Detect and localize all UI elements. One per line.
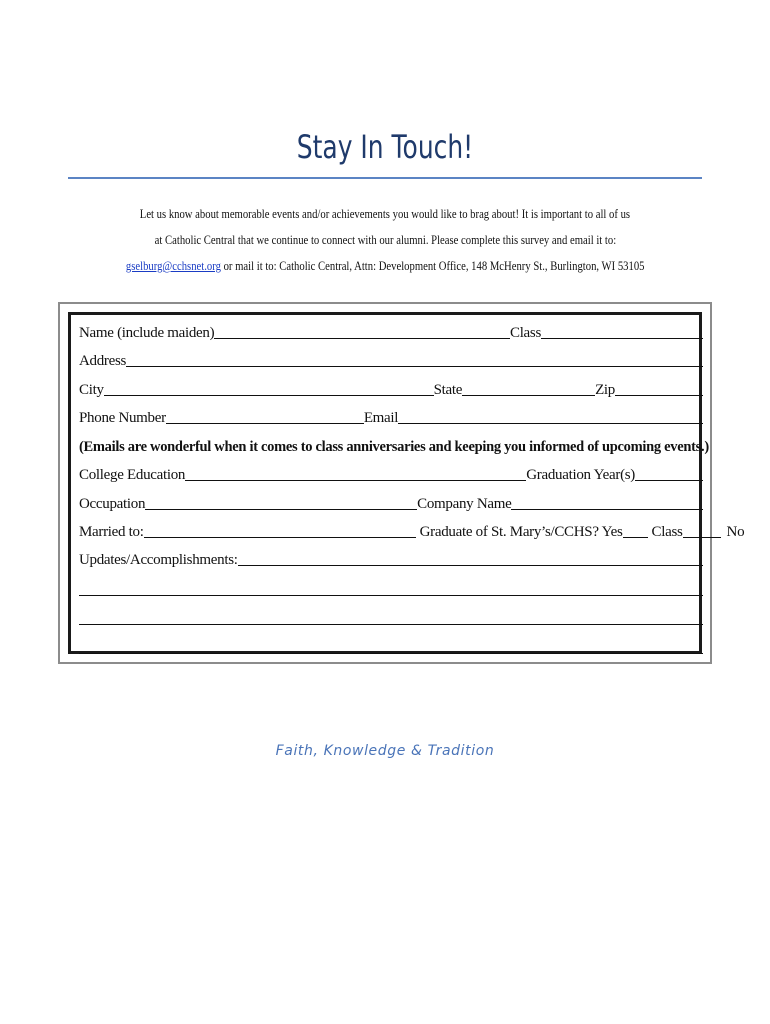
married-row xyxy=(79,519,745,541)
updates-blank-line-2[interactable] xyxy=(79,623,703,625)
updates-row xyxy=(79,547,703,569)
email-link[interactable]: gselburg@cchsnet.org xyxy=(125,258,221,273)
occupation-field[interactable] xyxy=(145,508,417,510)
zip-field[interactable] xyxy=(615,394,703,396)
survey-form-padding xyxy=(60,304,745,662)
graduation-year-label: Graduation Year(s) xyxy=(526,467,635,483)
company-field[interactable] xyxy=(511,508,703,510)
city-field[interactable] xyxy=(104,394,434,396)
address-field[interactable] xyxy=(126,365,703,367)
graduation-year-field[interactable] xyxy=(635,479,703,481)
city-label: City xyxy=(79,382,104,398)
graduate-label: Graduate of St. Mary’s/CCHS? Yes xyxy=(419,524,623,540)
title-divider xyxy=(68,177,702,179)
college-field[interactable] xyxy=(185,479,526,481)
name-label: Name (include maiden) xyxy=(79,325,215,341)
email-note-row xyxy=(79,434,709,456)
motto-text: Faith, Knowledge & Tradition xyxy=(275,743,495,759)
intro-line-1 xyxy=(0,206,770,222)
no-label: No xyxy=(726,524,745,540)
updates-blank-line-1[interactable] xyxy=(79,594,703,596)
updates-label: Updates/Accomplishments: xyxy=(79,552,238,568)
email-field[interactable] xyxy=(398,422,703,424)
mail-address-text: or mail it to: Catholic Central, Attn: Development Office, 148 McHenry St., Burlington, WI 53105 xyxy=(220,258,645,273)
occupation-row xyxy=(79,491,703,513)
graduate-class-label: Class xyxy=(651,524,683,540)
phone-field[interactable] xyxy=(166,422,364,424)
name-row xyxy=(79,320,703,342)
college-label: College Education xyxy=(79,467,186,483)
class-field[interactable] xyxy=(541,337,703,339)
college-row xyxy=(79,462,703,484)
intro-text-2: at Catholic Central that we continue to connect with our alumni. Please complete this survey and email it to: xyxy=(154,232,616,247)
intro-line-2 xyxy=(0,232,770,248)
email-label: Email xyxy=(363,410,399,426)
graduate-yes-field[interactable] xyxy=(623,536,648,538)
name-field[interactable] xyxy=(214,337,510,339)
intro-line-3 xyxy=(0,258,770,274)
intro-text-3 xyxy=(126,258,645,274)
graduate-class-field[interactable] xyxy=(683,536,721,538)
phone-label: Phone Number xyxy=(79,410,166,426)
occupation-label: Occupation xyxy=(79,496,146,512)
company-label: Company Name xyxy=(417,496,512,512)
address-label: Address xyxy=(79,353,127,369)
married-label: Married to: xyxy=(79,524,144,540)
updates-field[interactable] xyxy=(238,564,703,566)
phone-row xyxy=(79,405,703,427)
zip-label: Zip xyxy=(595,382,615,398)
class-label: Class xyxy=(509,325,541,341)
email-note: (Emails are wonderful when it comes to class anniversaries and keeping you informed of upcoming events.) xyxy=(79,439,709,455)
page-title: Stay In Touch! xyxy=(296,128,474,166)
intro-text-1: Let us know about memorable events and/or achievements you would like to brag about! It is important to all of us xyxy=(139,206,631,221)
address-row xyxy=(79,348,703,370)
updates-blank-line-3[interactable] xyxy=(79,652,703,654)
state-field[interactable] xyxy=(462,394,595,396)
survey-form xyxy=(68,312,745,654)
city-row xyxy=(79,377,703,399)
state-label: State xyxy=(433,382,463,398)
married-field[interactable] xyxy=(144,536,416,538)
survey-form-frame xyxy=(58,302,745,664)
